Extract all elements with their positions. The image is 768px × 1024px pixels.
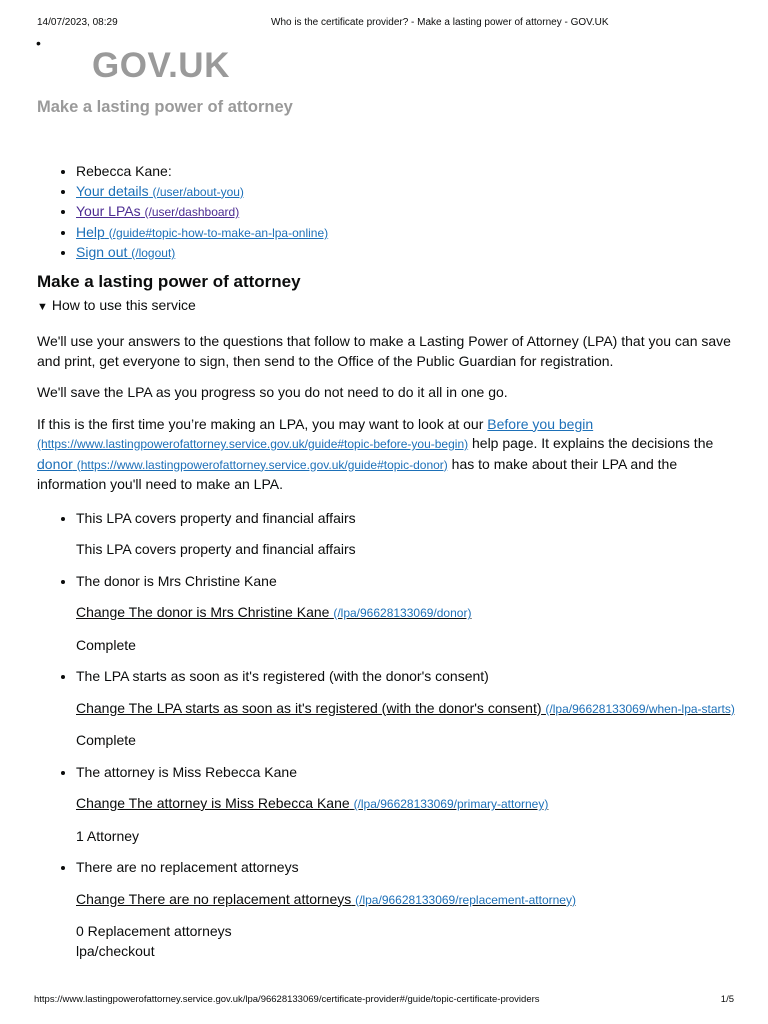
- section-title: • There are no replacement attorneys: [76, 859, 299, 875]
- page-title: Make a lasting power of attorney: [37, 272, 301, 291]
- skip-link-bullet: •: [36, 35, 41, 51]
- status-text: Complete: [76, 732, 136, 748]
- help-link[interactable]: Help (/guide#topic-how-to-make-an-lpa-online): [76, 223, 329, 240]
- donor-link[interactable]: donor (https://www.lastingpowerofattorney.service.gov.uk/guide#topic-donor): [37, 455, 448, 472]
- service-name[interactable]: Make a lasting power of attorney: [37, 98, 293, 116]
- status-text: Complete: [76, 636, 136, 653]
- status-text: 0 Replacement attorneys: [76, 923, 232, 939]
- intro-paragraph: We'll use your answers to the questions that follow to make a Lasting Power of Attorney (LPA) that you can save and print, get everyone to sign, then send to the Office of the Public Guardian for registration.: [37, 333, 731, 369]
- list-item: [76, 572, 737, 656]
- section-title: • The donor is Mrs Christine Kane: [76, 572, 277, 589]
- nav-item-sign-out[interactable]: [76, 243, 328, 264]
- your-lpas-link[interactable]: Your LPAs (/user/dashboard): [76, 203, 240, 219]
- how-to-use-toggle[interactable]: [37, 296, 737, 316]
- govuk-logo[interactable]: GOV.UK: [92, 46, 230, 85]
- section-title: • The attorney is Miss Rebecca Kane: [76, 763, 297, 780]
- status-text: 1 Attorney: [76, 827, 140, 844]
- account-user-name: • Rebecca Kane:: [76, 162, 328, 182]
- how-to-use-label: How to use this service: [51, 297, 196, 313]
- print-footer: [34, 994, 734, 1008]
- list-item: [76, 667, 737, 751]
- lpa-sections-list: [37, 509, 737, 962]
- change-donor-link[interactable]: Change The donor is Mrs Christine Kane (/lpa/96628133069/donor): [76, 604, 472, 620]
- nav-item-your-lpas[interactable]: [76, 202, 328, 223]
- list-item: [76, 509, 737, 560]
- triangle-down-icon: ▼: [37, 301, 48, 313]
- list-item: [76, 763, 737, 847]
- nav-item-help[interactable]: [76, 223, 328, 244]
- print-page-number: 1/5: [720, 994, 734, 1005]
- print-header: [37, 17, 731, 31]
- print-page-title: Who is the certificate provider? - Make a lasting power of attorney - GOV.UK: [271, 17, 609, 28]
- change-when-lpa-starts-link[interactable]: Change The LPA starts as soon as it's registered (with the donor's consent) (/lpa/96628133069/when-lpa-starts): [76, 699, 735, 716]
- your-details-link[interactable]: Your details (/user/about-you): [76, 182, 244, 199]
- before-you-begin-link[interactable]: Before you begin (https://www.lastingpowerofattorney.service.gov.uk/guide#topic-before-you-begin): [37, 415, 594, 451]
- section-title: • The LPA starts as soon as it's registered (with the donor's consent): [76, 668, 489, 684]
- change-attorney-link[interactable]: Change The attorney is Miss Rebecca Kane (/lpa/96628133069/primary-attorney): [76, 795, 549, 811]
- nav-item-your-details[interactable]: [76, 182, 328, 203]
- sign-out-link[interactable]: Sign out (/logout): [76, 244, 176, 260]
- first-time-paragraph: If this is the first time you’re making an LPA, you may want to look at our Before you begin (https://www.lastingpowerofattorney.service.gov.uk/guide#topic-before-you-begin) help page. It explains the decisions the donor (https://www.lastingpowerofattorney.service.gov.uk/guide#topic-donor) has to make about their LPA and the information you'll need to make an LPA.: [37, 415, 714, 492]
- print-datetime: 14/07/2023, 08:29: [37, 17, 118, 28]
- section-title: • This LPA covers property and financial affairs: [76, 509, 356, 526]
- change-replacement-attorneys-link[interactable]: Change There are no replacement attorneys (/lpa/96628133069/replacement-attorney): [76, 890, 576, 907]
- list-item: [76, 858, 737, 961]
- section-detail: This LPA covers property and financial affairs: [76, 541, 356, 557]
- save-progress-paragraph: We'll save the LPA as you progress so you do not need to do it all in one go.: [37, 384, 508, 400]
- checkout-path-text: lpa/checkout: [76, 942, 155, 959]
- print-url: https://www.lastingpowerofattorney.service.gov.uk/lpa/96628133069/certificate-provider#/guide/topic-certificate-providers: [34, 994, 540, 1005]
- account-nav: [57, 162, 328, 264]
- main-content: [37, 271, 737, 961]
